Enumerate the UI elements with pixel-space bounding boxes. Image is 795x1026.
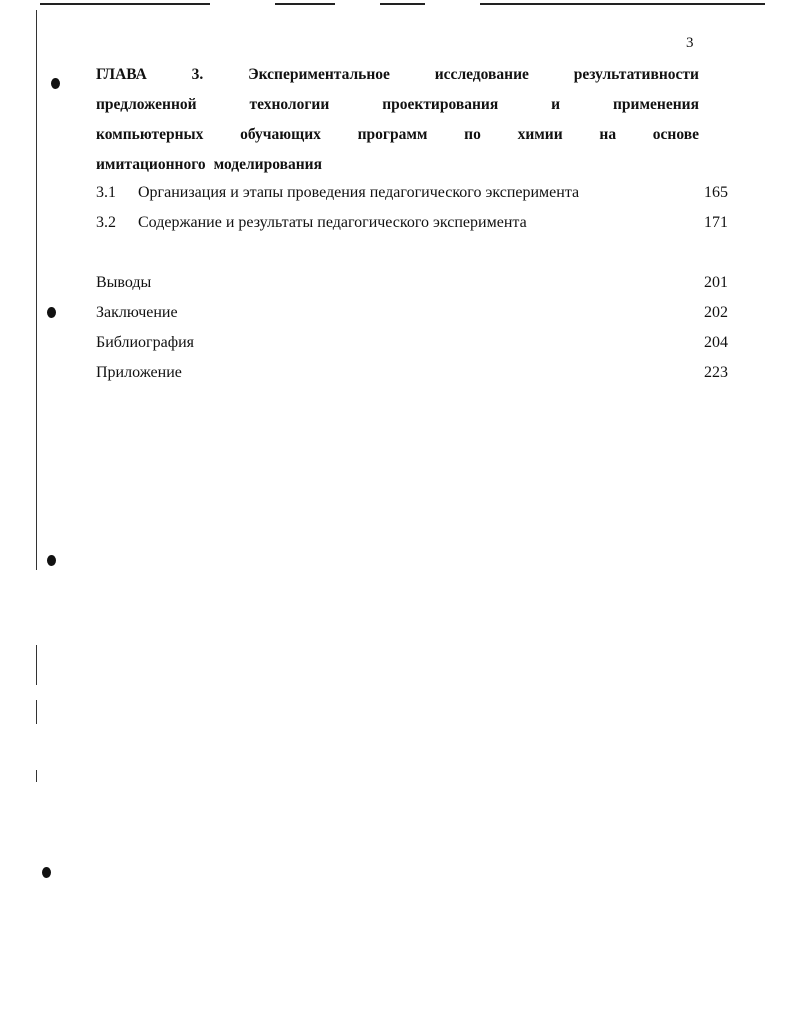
- heading-word: ГЛАВА: [96, 66, 147, 83]
- heading-word: основе: [652, 126, 699, 143]
- scan-edge-line: [40, 3, 210, 5]
- scan-margin-line: [36, 10, 37, 570]
- scan-margin-line: [36, 700, 37, 724]
- heading-word: применения: [613, 96, 699, 113]
- heading-line: [96, 60, 699, 90]
- heading-word: по: [464, 126, 481, 143]
- heading-word: компьютерных: [96, 126, 204, 143]
- endmatter-title: Выводы: [96, 274, 152, 291]
- heading-word: на: [599, 126, 617, 143]
- endmatter-title: Заключение: [96, 304, 178, 321]
- heading-line: [96, 120, 699, 150]
- punch-hole-mark: [47, 307, 56, 318]
- scan-margin-line: [36, 770, 37, 782]
- endmatter-page: 204: [704, 334, 728, 351]
- toc-section-row: [96, 181, 728, 205]
- page-number: 3: [686, 35, 694, 51]
- heading-word: имитационного: [96, 156, 206, 173]
- toc-section-row: [96, 211, 728, 235]
- endmatter-title: Приложение: [96, 364, 182, 381]
- heading-line: [96, 90, 699, 120]
- scan-edge-line: [380, 3, 425, 5]
- heading-word: технологии: [249, 96, 330, 113]
- toc-endmatter-row: [96, 301, 728, 325]
- section-title: Содержание и результаты педагогического эксперимента: [138, 214, 527, 231]
- section-page: 165: [704, 184, 728, 201]
- heading-word: 3.: [191, 66, 204, 83]
- heading-word: предложенной: [96, 96, 197, 113]
- heading-word: и: [551, 96, 561, 113]
- toc-endmatter-row: [96, 361, 728, 385]
- scan-edge-line: [275, 3, 335, 5]
- punch-hole-mark: [47, 555, 56, 566]
- section-page: 171: [704, 214, 728, 231]
- section-number: 3.2: [96, 214, 116, 231]
- heading-word: обучающих: [240, 126, 321, 143]
- section-number: 3.1: [96, 184, 116, 201]
- heading-word: химии: [517, 126, 563, 143]
- punch-hole-mark: [42, 867, 51, 878]
- heading-line: [96, 150, 699, 180]
- heading-word: программ: [357, 126, 428, 143]
- toc-endmatter-row: [96, 331, 728, 355]
- toc-endmatter-row: [96, 271, 728, 295]
- heading-word: Экспериментальное: [248, 66, 390, 83]
- heading-word: моделирования: [213, 156, 322, 173]
- heading-word: проектирования: [382, 96, 499, 113]
- section-title: Организация и этапы проведения педагогического эксперимента: [138, 184, 580, 201]
- endmatter-title: Библиография: [96, 334, 194, 351]
- endmatter-page: 201: [704, 274, 728, 291]
- chapter-heading: [96, 60, 699, 180]
- scan-edge-line: [480, 3, 765, 5]
- heading-word: исследование: [434, 66, 529, 83]
- endmatter-page: 223: [704, 364, 728, 381]
- endmatter-page: 202: [704, 304, 728, 321]
- punch-hole-mark: [51, 78, 60, 89]
- heading-word: результативности: [573, 66, 699, 83]
- scan-margin-line: [36, 645, 37, 685]
